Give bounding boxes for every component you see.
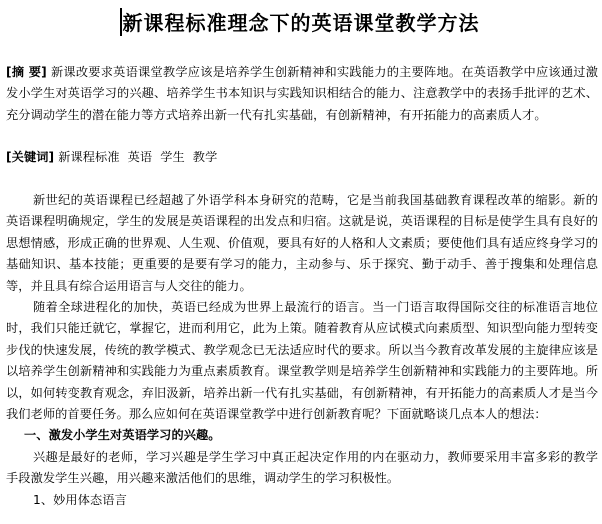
abstract-text: 新课改要求英语课堂教学应该是培养学生创新精神和实践能力的主要阵地。在英语教学中应该通过激发小学生对英语学习的兴趣、培养学生书本知识与实践知识相结合的能力、注意教学中的表扬手批评的艺术、充分调动学生的潜在能力等方式培养出新一代有扎实基础，有创新精神，有开拓能力的高素质人才。 bbox=[6, 65, 598, 122]
keyword: 学生 bbox=[160, 150, 185, 164]
keywords-label: [关键词] bbox=[6, 150, 55, 164]
abstract bbox=[6, 62, 598, 126]
section-heading: 一、激发小学生对英语学习的兴趣。 bbox=[24, 428, 221, 443]
paragraph: 新世纪的英语课程已经超越了外语学科本身研究的范畴，它是当前我国基础教育课程改革的缩影。新的英语课程明确规定，学生的发展是英语课程的出发点和归宿。这就是说，英语课程的目标是使学生具有良好的思想情感，形成正确的世界观、人生观、价值观，要具有好的人格和人文素质；要使他们具有适应终身学习的基础知识、基本技能；更重要的是要有学习的能力，主动参与、乐于探究、勤于动手、善于搜集和处理信息等，并且具有综合运用语言与人交往的能力。 bbox=[6, 193, 598, 293]
subsection-heading: 1、妙用体态语言 bbox=[33, 492, 127, 507]
body-text bbox=[6, 190, 598, 511]
paragraph: 随着全球进程化的加快，英语已经成为世界上最流行的语言。当一门语言取得国际交往的标准语言地位时，我们只能迁就它，掌握它，进而利用它，此为上策。随着教育从应试模式向素质型、知识型向能力型转变步伐的快速发展，传统的教学模式、教学观念已无法适应时代的要求。所以当今教育改革发展的主旋律应该是以培养学生创新精神和实践能力为重点素质教育。课堂教学则是培养学生创新精神和实践能力的主要阵地。所以，如何转变教育观念，弃旧汲新，培养出新一代有扎实基础，有创新精神，有开拓能力的高素质人才是当今我们老师的首要任务。那么应如何在英语课堂教学中进行创新教育呢？下面就略谈几点本人的想法： bbox=[6, 300, 598, 422]
document-title: 新课程标准理念下的英语课堂教学方法 bbox=[122, 11, 480, 35]
abstract-label: [摘 要] bbox=[6, 65, 47, 79]
keyword: 英语 bbox=[127, 150, 153, 164]
keyword: 新课程标准 bbox=[58, 150, 120, 164]
keyword: 教学 bbox=[192, 150, 218, 164]
paragraph: 兴趣是最好的老师，学习兴趣是学生学习中真正起决定作用的内在驱动力，教师要采用丰富多彩的教学手段激发学生兴趣，用兴趣来激活他们的思维，调动学生的学习积极性。 bbox=[6, 449, 598, 486]
keywords bbox=[6, 147, 598, 168]
